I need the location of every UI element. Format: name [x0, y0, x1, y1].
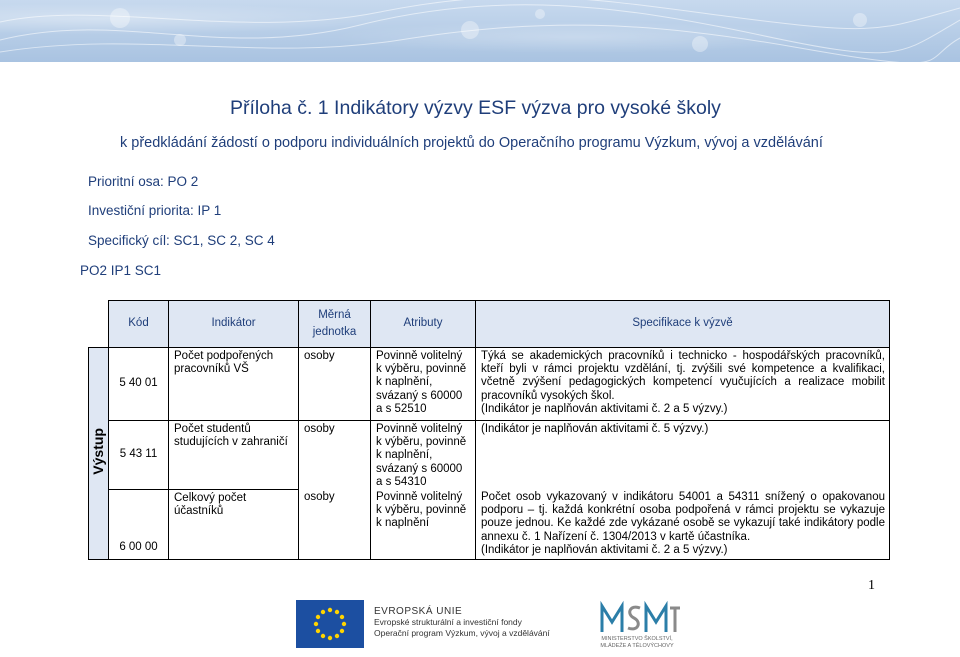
row-unit: osoby: [299, 489, 371, 559]
msmt-line2: MLÁDEŽE A TĚLOVÝCHOVY: [600, 642, 674, 649]
row-unit: osoby: [299, 348, 371, 421]
eu-flag-icon: [296, 600, 364, 648]
section-label: Výstup: [89, 427, 106, 475]
header-kod: Kód: [109, 301, 169, 348]
header-atributy: Atributy: [371, 301, 476, 348]
msmt-line1: MINISTERSTVO ŠKOLSTVÍ,: [601, 636, 673, 642]
row-spec-text: Týká se akademických pracovníků i technicko - hospodářských pracovníků, kteří byli v rámci projektu vzdělání, tj. zvýšili své kompetence a kvalifikaci, včetně zvýšení pedagogických kompetencí vyučujících a realizace mobilit pracovníků vysokých škol.: [481, 350, 885, 402]
row-indicator: Počet studentů studujících v zahraničí: [169, 421, 299, 490]
page-subtitle: k předkládání žádostí o podporu individuálních projektů do Operačního programu Výzkum, vývoj a vzdělávání: [120, 135, 823, 151]
row-code: 5 43 11: [109, 421, 169, 490]
row-attributes: Povinně volitelný k výběru, povinně k naplnění, svázaný s 60000 a s 52510: [371, 348, 476, 421]
row-attributes: Povinně volitelný k výběru, povinně k naplnění, svázaný s 60000 a s 54310: [371, 421, 476, 490]
specific-goal: Specifický cíl: SC1, SC 2, SC 4: [88, 233, 275, 248]
msmt-logo-icon: [596, 600, 680, 636]
row-attributes: Povinně volitelný k výběru, povinně k naplnění: [371, 489, 476, 559]
page-number: 1: [868, 578, 875, 593]
eu-logo-text: [374, 606, 550, 639]
priority-axis: Prioritní osa: PO 2: [88, 174, 199, 189]
row-indicator: Počet podpořených pracovníků VŠ: [169, 348, 299, 421]
header-specifikace: Specifikace k výzvě: [476, 301, 890, 348]
page-title: Příloha č. 1 Indikátory výzvy ESF výzva pro vysoké školy: [230, 97, 721, 119]
header-merna-jednotka: [299, 301, 371, 348]
row-spec: [476, 348, 890, 421]
msmt-logo-text: [594, 636, 680, 649]
header-merna-line1: Měrná: [318, 308, 351, 321]
row-spec-note: (Indikátor je naplňován aktivitami č. 2 a 5 výzvy.): [481, 402, 728, 415]
indicators-table: [88, 300, 890, 560]
eu-line1: EVROPSKÁ UNIE: [374, 606, 463, 617]
row-spec-note: (Indikátor je naplňován aktivitami č. 2 a 5 výzvy.): [481, 543, 728, 556]
header-merna-line2: jednotka: [312, 326, 357, 338]
table-row: [89, 489, 890, 559]
header-banner: [0, 0, 960, 62]
row-spec: [476, 421, 890, 490]
row-spec-text: Počet osob vykazovaný v indikátoru 54001 a 54311 snížený o opakovanou podporu – tj. každá konkrétní osoba podpořená v rámci projektu se vykazuje pouze jednou. Ke každé zde vykázané osobě se vykazují také indikátory podle annexu č. 1 Nařízení č. 1304/2013 v kartě účastníka.: [481, 491, 885, 543]
row-code: 5 40 01: [109, 348, 169, 421]
row-spec: [476, 489, 890, 559]
row-indicator: Celkový počet účastníků: [169, 489, 299, 559]
table-header-row: [89, 301, 890, 348]
investment-priority: Investiční priorita: IP 1: [88, 203, 222, 218]
header-empty: [89, 301, 109, 348]
table-row: [89, 348, 890, 421]
row-code: 6 00 00: [109, 489, 169, 559]
row-unit: osoby: [299, 421, 371, 490]
header-indikator: Indikátor: [169, 301, 299, 348]
section-cell: [89, 348, 109, 560]
eu-line3: Operační program Výzkum, vývoj a vzdělávání: [374, 628, 550, 638]
table-row: [89, 421, 890, 490]
eu-line2: Evropské strukturální a investiční fondy: [374, 617, 522, 627]
row-spec-text: (Indikátor je naplňován aktivitami č. 5 výzvy.): [481, 423, 709, 435]
code-tag: PO2 IP1 SC1: [80, 263, 162, 278]
